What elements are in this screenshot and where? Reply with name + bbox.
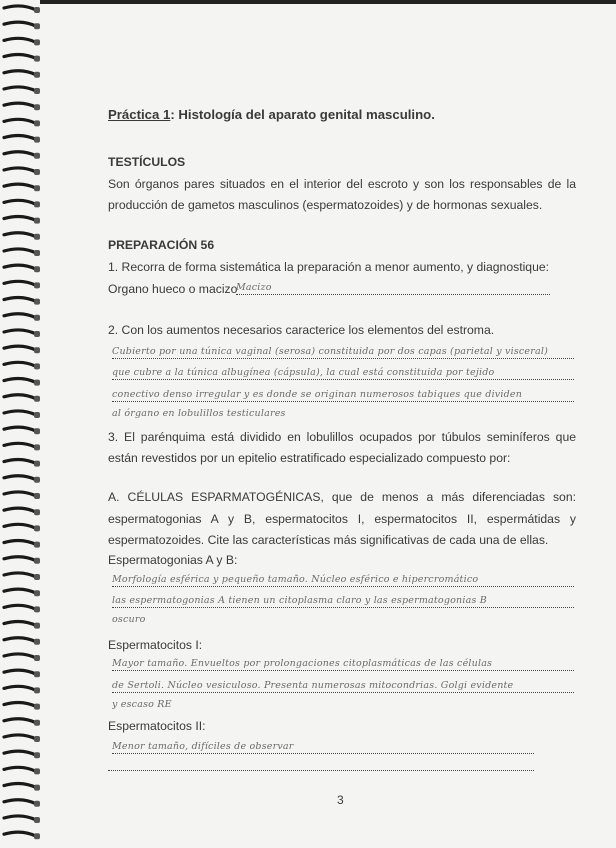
spiral-coil	[4, 200, 36, 204]
binding-hole	[34, 266, 40, 272]
spiral-coil	[4, 184, 36, 188]
page-title: Práctica 1: Histología del aparato genital masculino.	[108, 107, 435, 122]
binding-hole	[34, 7, 40, 13]
spiral-coil	[4, 119, 36, 123]
question-3-line: están revestidos por un epitelio estratificado especializado compuesto por:	[108, 451, 511, 465]
spiral-coil	[4, 832, 36, 836]
binding-hole	[34, 639, 40, 645]
spiral-coil	[4, 784, 36, 788]
intro-line-1: Son órganos pares situados en el interior del escroto y son los responsables de la	[108, 177, 576, 191]
spiral-coil	[4, 330, 36, 334]
binding-hole	[34, 234, 40, 240]
spiral-coil	[4, 557, 36, 561]
spiral-coil	[4, 460, 36, 464]
binding-hole	[34, 444, 40, 450]
binding-hole	[34, 428, 40, 434]
binding-hole	[34, 137, 40, 143]
binding-hole	[34, 412, 40, 418]
spiral-coil	[4, 136, 36, 140]
binding-hole	[34, 299, 40, 305]
spiral-coil	[4, 362, 36, 366]
spiral-coil	[4, 443, 36, 447]
intro-line-2: producción de gametos masculinos (espermatozoides) y de hormonas sexuales.	[108, 198, 543, 212]
espermatocitos-2-label: Espermatocitos II:	[108, 719, 206, 733]
binding-hole	[34, 785, 40, 791]
binding-hole	[34, 153, 40, 159]
spiral-coil	[4, 670, 36, 674]
binding-hole	[34, 347, 40, 353]
binding-hole	[34, 736, 40, 742]
binding-hole	[34, 509, 40, 515]
answer-stroma-line: que cubre a la túnica albugínea (cápsula), la cual está constituida por tejido	[112, 366, 574, 380]
spiral-coil	[4, 55, 36, 59]
binding-hole	[34, 752, 40, 758]
spiral-coil	[4, 168, 36, 172]
spiral-coil	[4, 589, 36, 593]
section-heading-preparacion: PREPARACIÓN 56	[108, 238, 215, 252]
binding-hole	[34, 185, 40, 191]
spiral-coil	[4, 524, 36, 528]
binding-hole	[34, 363, 40, 369]
binding-hole	[34, 833, 40, 839]
spiral-coil	[4, 686, 36, 690]
spiral-binding	[0, 0, 44, 848]
spiral-coil	[4, 767, 36, 771]
binding-hole	[34, 23, 40, 29]
blank-answer-line	[108, 769, 534, 771]
spiral-coil	[4, 379, 36, 383]
spiral-coil	[4, 573, 36, 577]
espermatogonias-answer: oscuro	[112, 614, 146, 625]
spiral-coil	[4, 265, 36, 269]
binding-hole	[34, 461, 40, 467]
spiral-coil	[4, 411, 36, 415]
spiral-coil	[4, 492, 36, 496]
binding-hole	[34, 671, 40, 677]
cells-paragraph-line: A. CÉLULAS ESPARMATOGÉNICAS, que de menos a más diferenciadas son:	[108, 490, 576, 504]
binding-hole	[34, 574, 40, 580]
question-1-label: Organo hueco o macizo	[108, 282, 238, 296]
answer-stroma-line: al órgano en lobulillos testiculares	[112, 408, 286, 419]
spiral-coil	[4, 751, 36, 755]
binding-hole	[34, 623, 40, 629]
binding-hole	[34, 120, 40, 126]
binding-hole	[34, 56, 40, 62]
binding-hole	[34, 72, 40, 78]
binding-hole	[34, 477, 40, 483]
spiral-coil	[4, 508, 36, 512]
binding-hole	[34, 282, 40, 288]
binding-hole	[34, 201, 40, 207]
spiral-coil	[4, 703, 36, 707]
espermatocitos-1-answer: de Sertoli. Núcleo vesiculoso. Presenta numerosas mitocondrias. Golgi evidente	[112, 679, 574, 693]
page-number: 3	[337, 793, 344, 807]
espermatocitos-1-answer: y escaso RE	[112, 699, 172, 710]
binding-hole	[34, 525, 40, 531]
spiral-coil	[4, 22, 36, 26]
spiral-coil	[4, 395, 36, 399]
spiral-coil	[4, 654, 36, 658]
spiral-coil	[4, 249, 36, 253]
spiral-coil	[4, 6, 36, 10]
espermatogonias-answer: las espermatogonias A tienen un citoplasma claro y las espermatogonias B	[112, 594, 574, 608]
spiral-coil	[4, 71, 36, 75]
spiral-coil	[4, 298, 36, 302]
binding-hole	[34, 39, 40, 45]
answer-organ-type: Macizo	[236, 281, 550, 295]
spiral-coil	[4, 346, 36, 350]
spiral-coil	[4, 427, 36, 431]
binding-hole	[34, 396, 40, 402]
binding-hole	[34, 720, 40, 726]
spiral-coil	[4, 816, 36, 820]
question-3-line: 3. El parénquima está dividido en lobulillos ocupados por túbulos seminíferos que	[108, 430, 576, 444]
spiral-coil	[4, 476, 36, 480]
binding-hole	[34, 590, 40, 596]
binding-hole	[34, 817, 40, 823]
espermatocitos-2-answer: Menor tamaño, difíciles de observar	[112, 740, 534, 754]
spiral-coil	[4, 541, 36, 545]
spiral-coil	[4, 622, 36, 626]
cells-paragraph-line: espermatozoides. Cite las características más significativas de cada una de ellas.	[108, 533, 549, 547]
binding-hole	[34, 218, 40, 224]
binding-hole	[34, 542, 40, 548]
binding-hole	[34, 380, 40, 386]
question-2: 2. Con los aumentos necesarios caracterice los elementos del estroma.	[108, 323, 495, 337]
spiral-coil	[4, 735, 36, 739]
binding-hole	[34, 493, 40, 499]
binding-hole	[34, 331, 40, 337]
cells-paragraph-line: espermatogonias A y B, espermatocitos I, espermatocitos II, espermátidas y	[108, 512, 576, 526]
spiral-coil	[4, 103, 36, 107]
page-top-edge	[40, 0, 616, 4]
binding-hole	[34, 558, 40, 564]
spiral-coil	[4, 217, 36, 221]
espermatocitos-1-answer: Mayor tamaño. Envueltos por prolongaciones citoplasmáticas de las células	[112, 657, 574, 671]
spiral-coil	[4, 38, 36, 42]
spiral-coil	[4, 233, 36, 237]
spiral-coil	[4, 87, 36, 91]
spiral-coil	[4, 605, 36, 609]
binding-hole	[34, 687, 40, 693]
binding-hole	[34, 250, 40, 256]
binding-hole	[34, 169, 40, 175]
binding-hole	[34, 315, 40, 321]
section-heading-testiculos: TESTÍCULOS	[108, 155, 186, 169]
answer-stroma-line: conectivo denso irregular y es donde se originan numerosos tabiques que dividen	[112, 388, 574, 402]
spiral-coil	[4, 314, 36, 318]
espermatogonias-answer: Morfología esférica y pequeño tamaño. Núcleo esférico e hipercromático	[112, 573, 574, 587]
spiral-coil	[4, 800, 36, 804]
binding-hole	[34, 704, 40, 710]
binding-hole	[34, 606, 40, 612]
espermatogonias-label: Espermatogonias A y B:	[108, 553, 238, 567]
spiral-coil	[4, 152, 36, 156]
question-1: 1. Recorra de forma sistemática la preparación a menor aumento, y diagnostique:	[108, 260, 550, 274]
binding-hole	[34, 88, 40, 94]
binding-hole	[34, 801, 40, 807]
binding-hole	[34, 768, 40, 774]
espermatocitos-1-label: Espermatocitos I:	[108, 638, 203, 652]
binding-hole	[34, 104, 40, 110]
spiral-coil	[4, 281, 36, 285]
binding-hole	[34, 655, 40, 661]
spiral-coil	[4, 638, 36, 642]
spiral-coil	[4, 719, 36, 723]
answer-stroma-line: Cubierto por una túnica vaginal (serosa) constituida por dos capas (parietal y visceral)	[112, 345, 574, 359]
